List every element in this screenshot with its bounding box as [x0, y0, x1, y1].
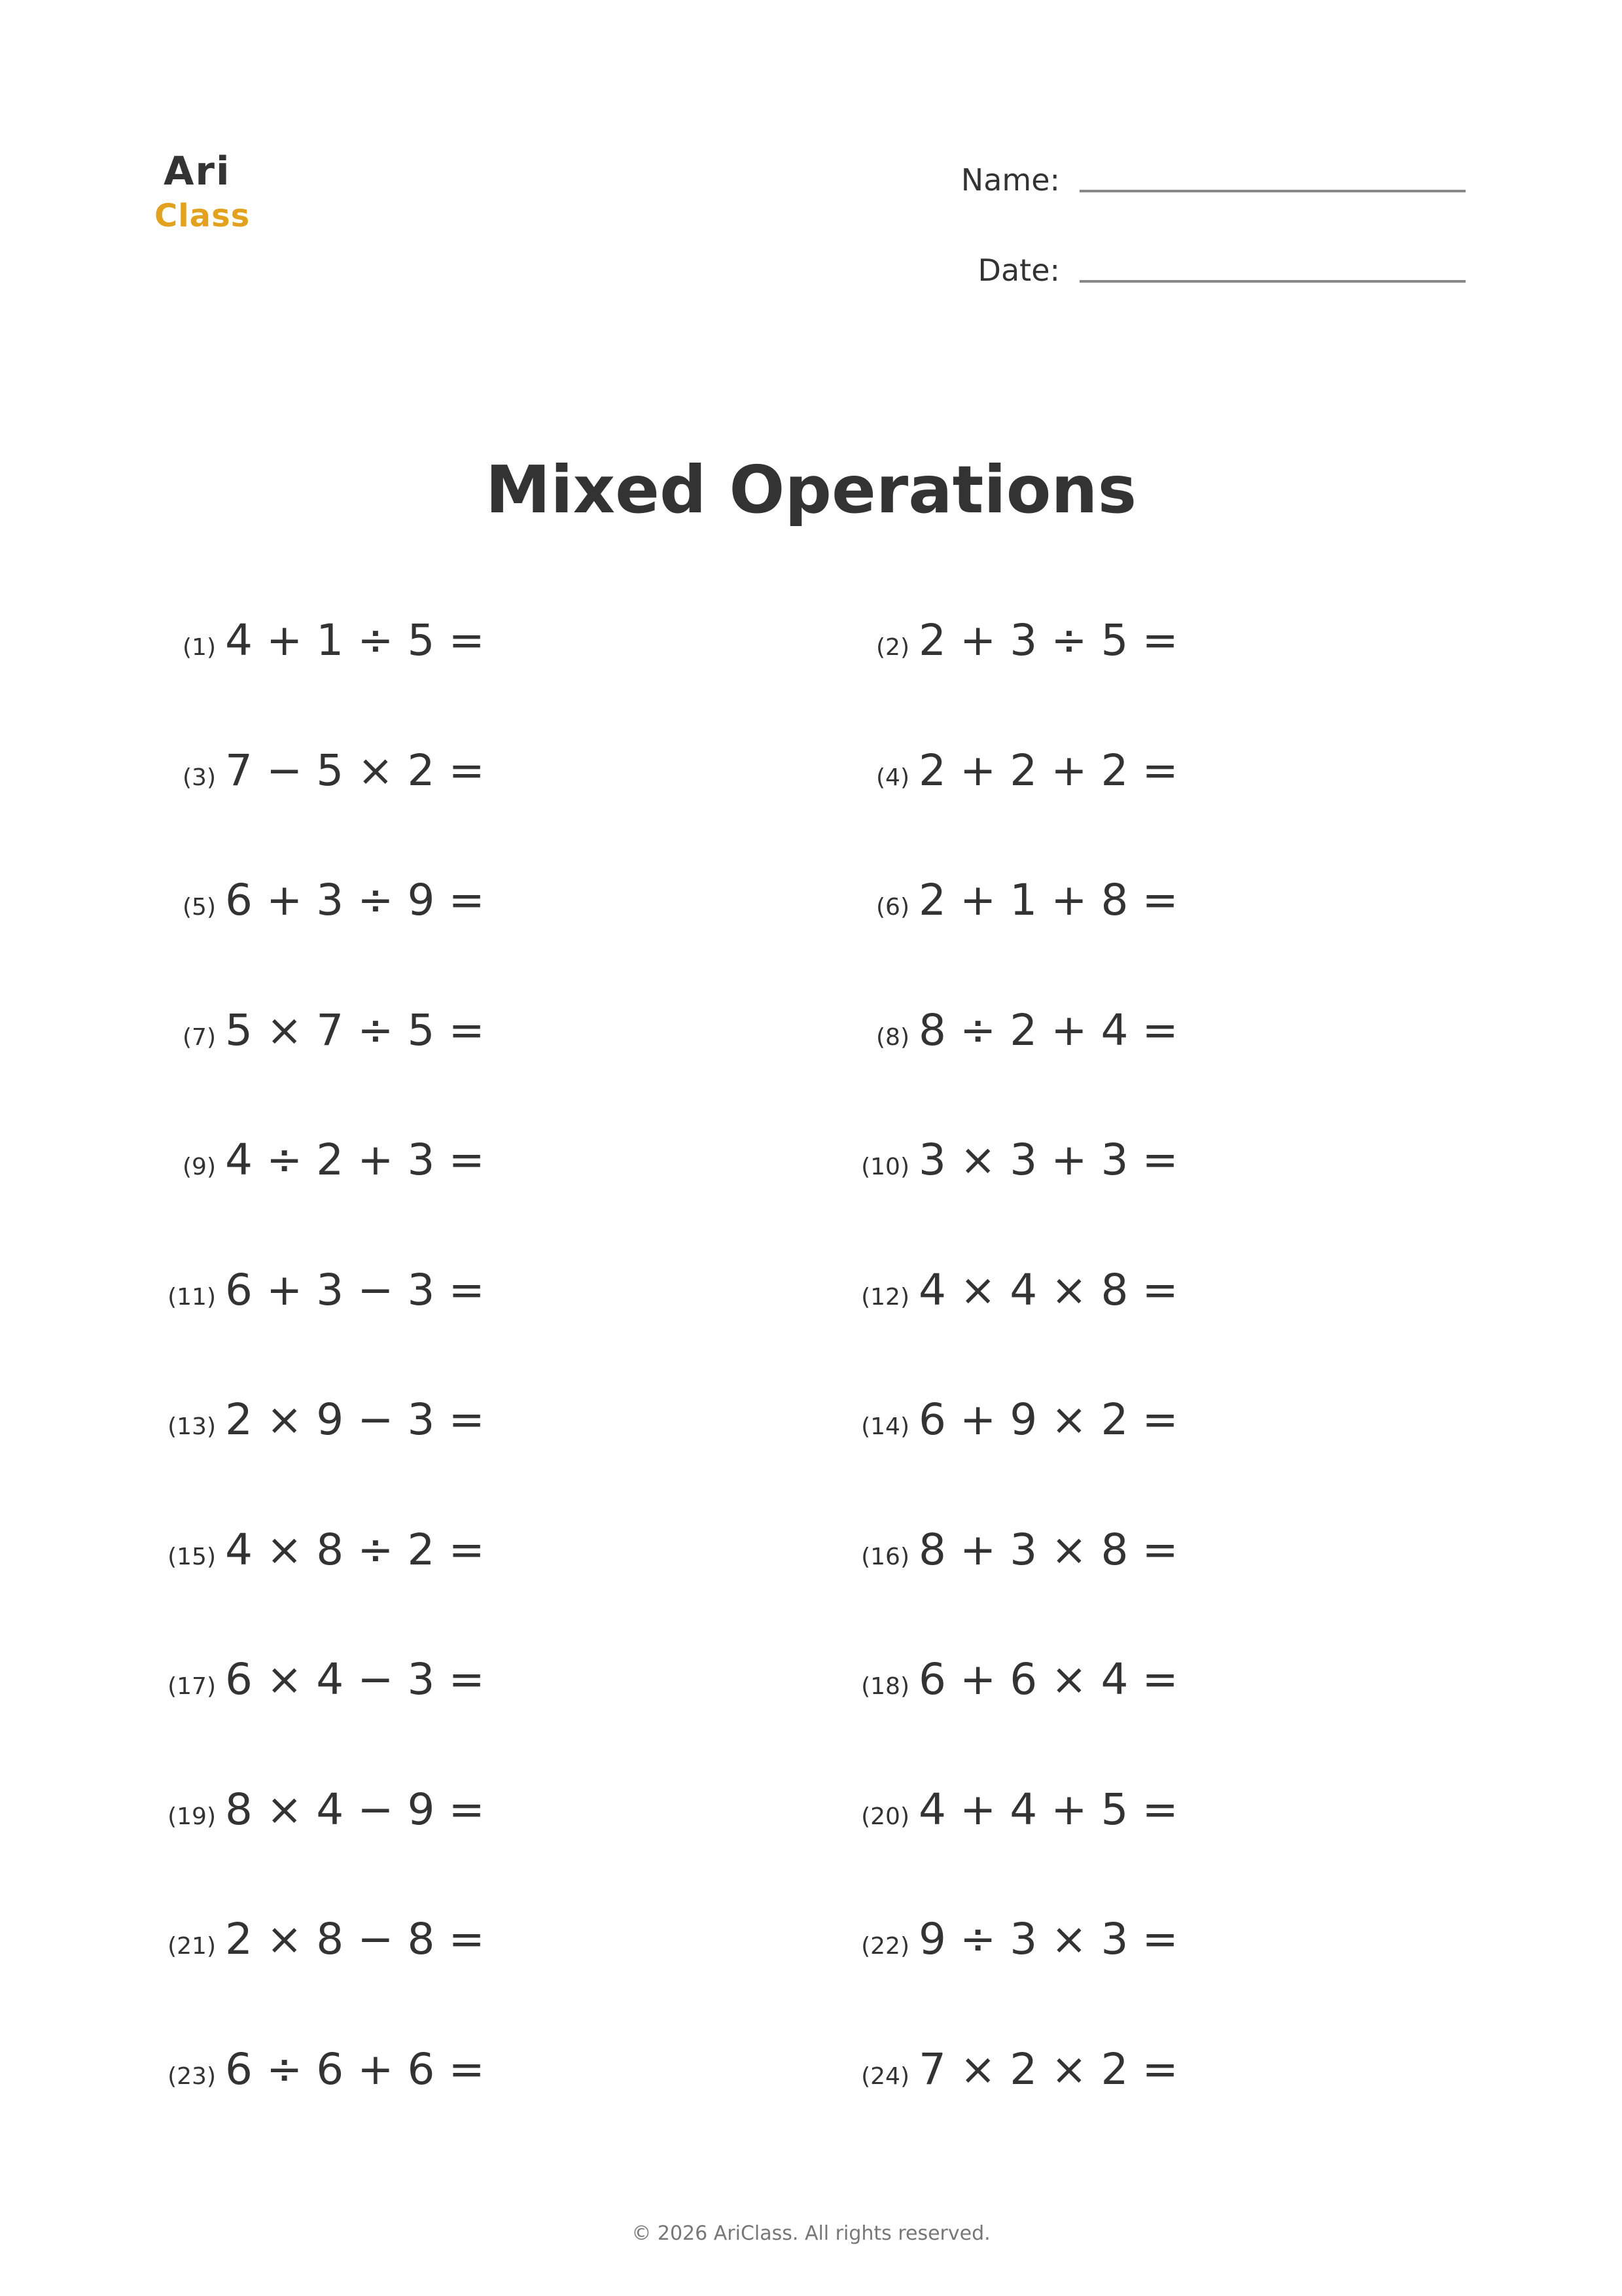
- problem-number: (2): [876, 634, 909, 661]
- problem-number: (10): [861, 1154, 909, 1180]
- problem-expression: 6 + 9 × 2 =: [919, 1394, 1178, 1445]
- problem-number: (6): [876, 894, 909, 921]
- problem-number: (1): [183, 634, 216, 661]
- problem-item: [851, 745, 1178, 804]
- problem-expression: 6 ÷ 6 + 6 =: [225, 2044, 485, 2094]
- problem-item: [157, 1394, 485, 1453]
- problem-number: (12): [861, 1284, 909, 1311]
- problem-number: (11): [167, 1284, 216, 1311]
- problem-item: [157, 615, 485, 674]
- problem-expression: 8 × 4 − 9 =: [225, 1784, 485, 1835]
- problem-number: (3): [183, 764, 216, 791]
- page-title: Mixed Operations: [485, 451, 1137, 528]
- problem-item: [157, 1525, 485, 1583]
- problem-expression: 4 + 4 + 5 =: [919, 1784, 1178, 1835]
- problem-item: [851, 1914, 1178, 1973]
- problem-number: (8): [876, 1024, 909, 1051]
- problem-expression: 6 + 3 − 3 =: [225, 1265, 485, 1315]
- problem-expression: 4 + 1 ÷ 5 =: [225, 615, 485, 665]
- problem-expression: 6 × 4 − 3 =: [225, 1654, 485, 1704]
- problem-number: (16): [861, 1544, 909, 1570]
- problem-expression: 6 + 6 × 4 =: [919, 1654, 1178, 1704]
- problem-number: (14): [861, 1413, 909, 1440]
- problem-expression: 6 + 3 ÷ 9 =: [225, 875, 485, 925]
- problem-item: [157, 1784, 485, 1843]
- problem-item: [851, 1525, 1178, 1583]
- footer-copyright: © 2026 AriClass. All rights reserved.: [631, 2222, 991, 2245]
- problem-expression: 4 × 8 ÷ 2 =: [225, 1525, 485, 1575]
- problem-item: [157, 1654, 485, 1713]
- problem-expression: 2 + 3 ÷ 5 =: [919, 615, 1178, 665]
- problem-item: [851, 1005, 1178, 1064]
- problem-number: (5): [183, 894, 216, 921]
- problem-number: (7): [183, 1024, 216, 1051]
- problem-item: [851, 1265, 1178, 1324]
- problem-item: [851, 1135, 1178, 1193]
- problem-item: [157, 2044, 485, 2103]
- problem-expression: 9 ÷ 3 × 3 =: [919, 1914, 1178, 1964]
- problem-number: (13): [167, 1413, 216, 1440]
- problem-item: [157, 1265, 485, 1324]
- problem-item: [851, 1654, 1178, 1713]
- problem-item: [157, 1914, 485, 1973]
- problem-number: (4): [876, 764, 909, 791]
- problem-expression: 4 × 4 × 8 =: [919, 1265, 1178, 1315]
- problem-expression: 3 × 3 + 3 =: [919, 1135, 1178, 1185]
- problem-number: (9): [183, 1154, 216, 1180]
- problem-number: (17): [167, 1673, 216, 1700]
- date-line[interactable]: [1080, 280, 1466, 283]
- problem-expression: 2 × 8 − 8 =: [225, 1914, 485, 1964]
- problem-expression: 2 + 1 + 8 =: [919, 875, 1178, 925]
- problem-item: [851, 1394, 1178, 1453]
- logo-text-ari: Ari: [164, 149, 231, 194]
- problem-number: (22): [861, 1933, 909, 1960]
- problem-item: [851, 875, 1178, 934]
- problem-expression: 4 ÷ 2 + 3 =: [225, 1135, 485, 1185]
- problem-number: (21): [167, 1933, 216, 1960]
- problem-item: [851, 1784, 1178, 1843]
- problem-item: [157, 1135, 485, 1193]
- problem-item: [157, 745, 485, 804]
- problem-expression: 7 − 5 × 2 =: [225, 745, 485, 796]
- problem-item: [157, 1005, 485, 1064]
- ariclass-logo: [154, 149, 251, 234]
- name-label: Name:: [961, 162, 1060, 198]
- problem-expression: 8 ÷ 2 + 4 =: [919, 1005, 1178, 1055]
- problem-item: [851, 615, 1178, 674]
- problem-item: [157, 875, 485, 934]
- problem-expression: 2 × 9 − 3 =: [225, 1394, 485, 1445]
- logo-text-class: Class: [154, 198, 251, 234]
- problem-item: [851, 2044, 1178, 2103]
- problem-expression: 8 + 3 × 8 =: [919, 1525, 1178, 1575]
- date-label: Date:: [978, 253, 1060, 288]
- problem-number: (23): [167, 2063, 216, 2090]
- problem-number: (15): [167, 1544, 216, 1570]
- problem-expression: 2 + 2 + 2 =: [919, 745, 1178, 796]
- problem-number: (19): [167, 1803, 216, 1830]
- problem-expression: 7 × 2 × 2 =: [919, 2044, 1178, 2094]
- problem-number: (24): [861, 2063, 909, 2090]
- name-line[interactable]: [1080, 190, 1466, 192]
- problem-number: (18): [861, 1673, 909, 1700]
- problem-expression: 5 × 7 ÷ 5 =: [225, 1005, 485, 1055]
- problem-number: (20): [861, 1803, 909, 1830]
